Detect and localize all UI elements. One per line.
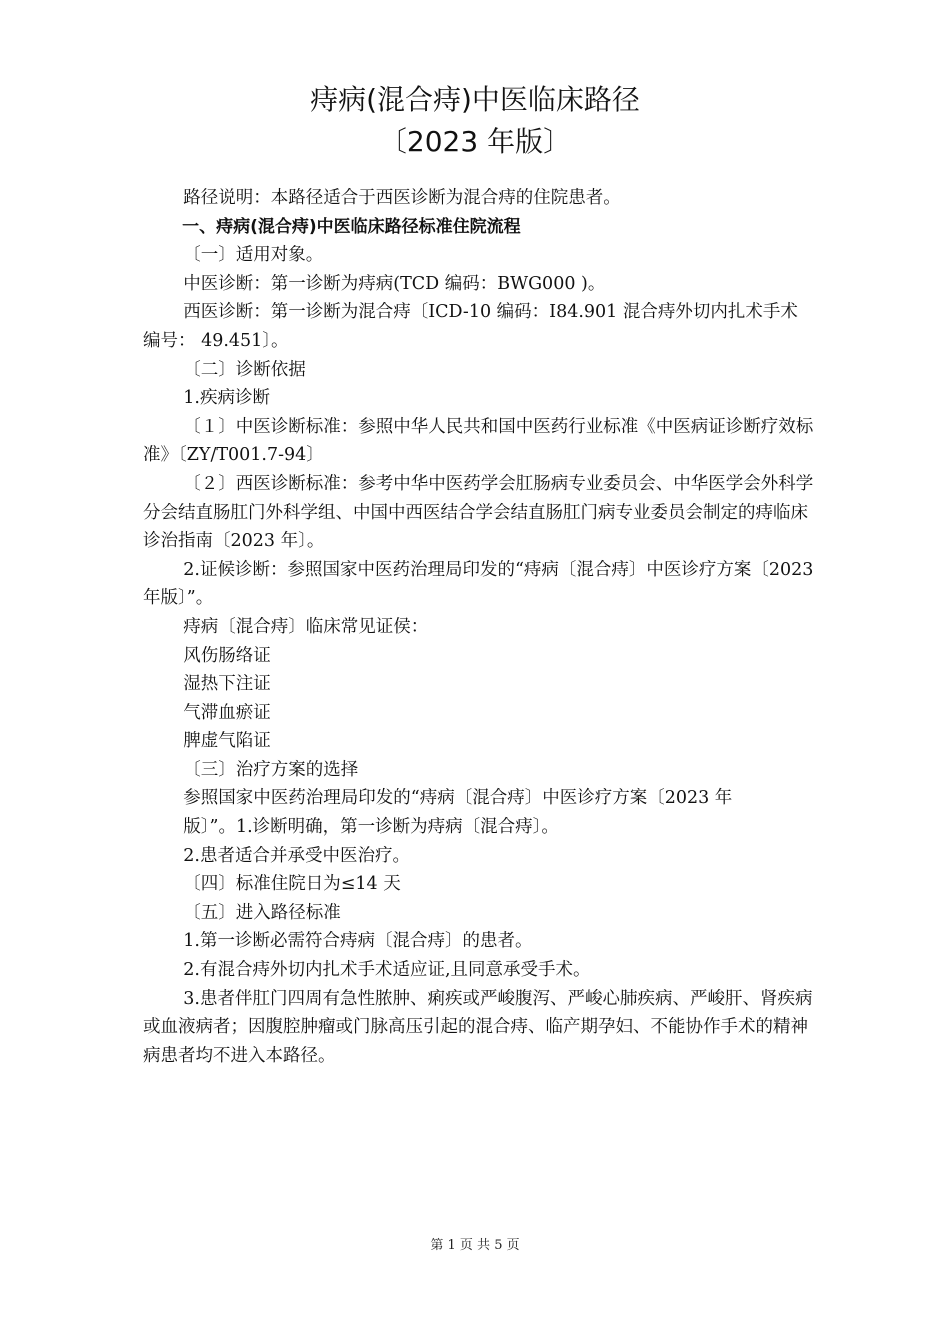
entry-criterion-3: 3.患者伴肛门四周有急性脓肿、痢疾或严峻腹泻、严峻心肺疾病、严峻肝、肾疾病或血液病者；因腹腔肿瘤或门脉高压引起的混合痔、临产期孕妇、不能协作手术的精神病患者均不进入本路径。: [143, 988, 813, 1066]
entry-criterion-1: 1.第一诊断必需符合痔病〔混合痔〕的患者。: [183, 931, 533, 952]
common-syndromes: 痔病〔混合痔〕临床常见证侯：: [183, 616, 429, 637]
subsection-treatment: 〔三〕治疗方案的选择: [183, 759, 359, 780]
western-standard: 〔２〕西医诊断标准：参考中华中医药学会肛肠病专业委员会、中华医学会外科学分会结直肠肛门外科学组、中国中西医结合学会结直肠肛门病专业委员会制定的痔临床诊治指南〔2023 年〕。: [143, 473, 814, 552]
syndrome-item: 湿热下注证: [183, 674, 271, 695]
western-diagnosis: 西医诊断：第一诊断为混合痔〔ICD-10 编码：I84.901 混合痔外切内扎术手术编号： 49.451〕。: [143, 302, 798, 351]
section-heading-1: 一、痔病(混合痔)中医临床路径标准住院流程: [182, 216, 521, 237]
disease-diagnosis: 1.疾病诊断: [183, 388, 270, 409]
subsection-entry: 〔五〕进入路径标准: [183, 902, 341, 923]
page-footer: 第 1 页 共 5 页: [430, 1238, 520, 1253]
subsection-stay: 〔四〕标准住院日为≤14 天: [183, 874, 401, 895]
syndrome-item: 脾虚气陷证: [183, 731, 271, 752]
entry-criterion-2: 2.有混合痔外切内扎术手术适应证,且同意承受手术。: [183, 960, 591, 981]
subsection-applicable: 〔一〕适用对象。: [183, 245, 324, 266]
treatment-reference: 参照国家中医药治理局印发的“痔病〔混合痔〕中医诊疗方案〔2023 年: [183, 788, 733, 809]
syndrome-diagnosis: 2.证候诊断：参照国家中医药治理局印发的“痔病〔混合痔〕中医诊疗方案〔2023 年版〕”。: [143, 559, 814, 609]
document-title: 痔病(混合痔)中医临床路径: [310, 83, 640, 116]
document-edition: 〔2023 年版〕: [378, 125, 572, 158]
path-description: 路径说明：本路径适合于西医诊断为混合痔的住院患者。: [183, 188, 621, 208]
document-body: [143, 184, 815, 1070]
subsection-basis: 〔二〕诊断依据: [183, 359, 306, 380]
tcm-standard: 〔１〕中医诊断标准：参照中华人民共和国中医药行业标准《中医病证诊断疗效标准》〔ZY/T001.7-94〕: [143, 416, 814, 466]
syndrome-item: 风伤肠络证: [183, 645, 271, 666]
treatment-criterion-1: 版〕”。1.诊断明确，第一诊断为痔病〔混合痔〕。: [183, 817, 559, 838]
tcm-diagnosis: 中医诊断：第一诊断为痔病(TCD 编码：BWG000 )。: [183, 273, 606, 294]
treatment-criterion-2: 2.患者适合并承受中医治疗。: [183, 845, 410, 866]
syndrome-item: 气滞血瘀证: [183, 702, 271, 723]
